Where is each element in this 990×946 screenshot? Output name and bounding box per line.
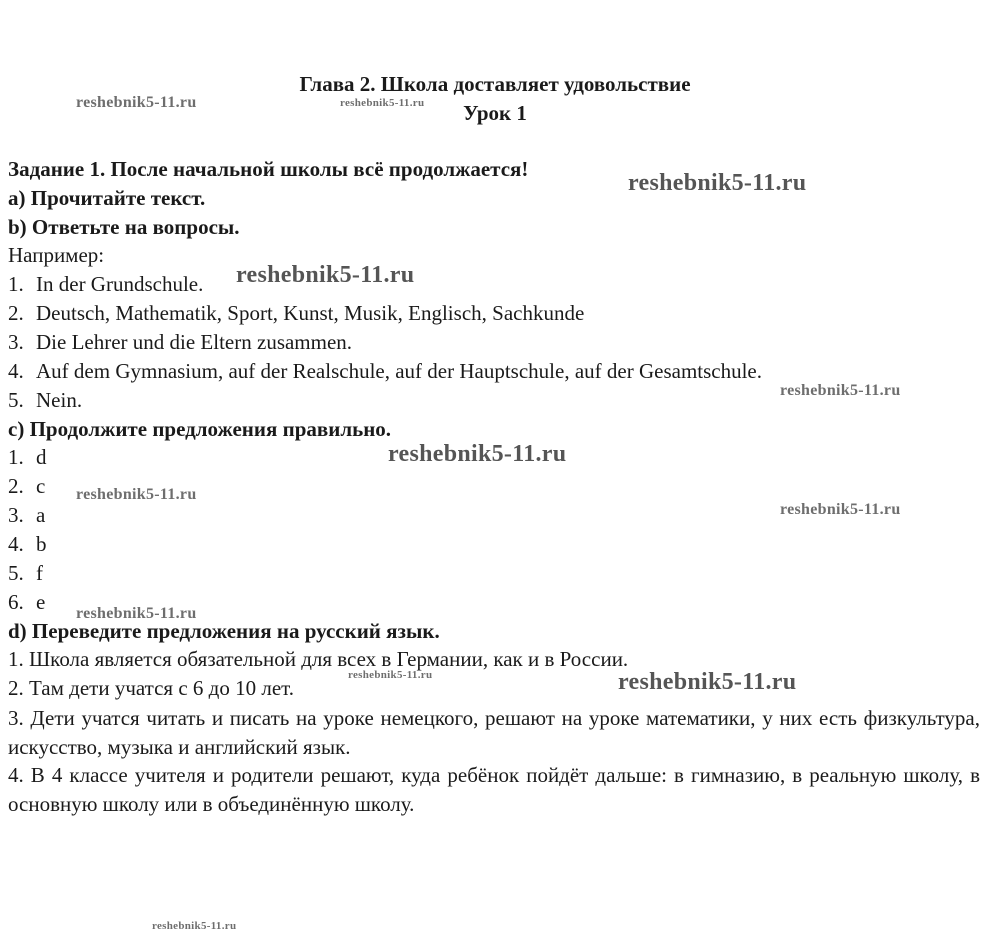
watermark: reshebnik5-11.ru [628, 170, 807, 196]
part-b-heading: b) Ответьте на вопросы. [8, 215, 240, 239]
watermark: reshebnik5-11.ru [780, 382, 901, 399]
watermark: reshebnik5-11.ru [780, 501, 901, 518]
answer-d-item: 2. Там дети учатся с 6 до 10 лет. [8, 676, 294, 700]
watermark: reshebnik5-11.ru [76, 94, 197, 111]
answer-c-item: 3. a [8, 503, 46, 527]
lesson-title: Урок 1 [463, 101, 527, 125]
answer-d-item: 4. В 4 классе учителя и родители решают, куда ребёнок пойдёт дальше: в гимназию, в реальную школу, в основную школу или в объединённую школу. [8, 763, 980, 816]
watermark: reshebnik5-11.ru [236, 262, 415, 288]
watermark: reshebnik5-11.ru [152, 920, 237, 932]
answer-b-item: 3. Die Lehrer und die Eltern zusammen. [8, 330, 353, 354]
chapter-title: Глава 2. Школа доставляет удовольствие [299, 72, 691, 96]
part-d-heading: d) Переведите предложения на русский язык. [8, 619, 440, 643]
answer-d-item: 3. Дети учатся читать и писать на уроке немецкого, решают на уроке математики, у них есть физкультура, искусство, музыка и английский язык. [8, 706, 980, 759]
answer-b-item: 5. Nein. [8, 388, 83, 412]
answer-c-item: 5. f [8, 561, 43, 585]
answer-c-item: 6. e [8, 590, 46, 614]
task-title: Задание 1. После начальной школы всё продолжается! [8, 157, 529, 181]
watermark: reshebnik5-11.ru [618, 669, 797, 695]
answer-c-item: 2. c [8, 474, 46, 498]
answer-b-item: 1. In der Grundschule. [8, 272, 204, 296]
example-label: Например: [8, 243, 105, 267]
answer-c-item: 4. b [8, 532, 47, 556]
part-c-heading: c) Продолжите предложения правильно. [8, 417, 392, 441]
answer-b-item: 4. Auf dem Gymnasium, auf der Realschule, auf der Hauptschule, auf der Gesamtschule. [8, 359, 763, 383]
watermark: reshebnik5-11.ru [340, 97, 425, 109]
watermark: reshebnik5-11.ru [76, 605, 197, 622]
part-a-heading: a) Прочитайте текст. [8, 186, 206, 210]
answer-c-item: 1. d [8, 445, 47, 469]
watermark: reshebnik5-11.ru [348, 669, 433, 681]
watermark: reshebnik5-11.ru [388, 441, 567, 467]
answer-d-item: 1. Школа является обязательной для всех в Германии, как и в России. [8, 647, 629, 671]
answer-b-item: 2. Deutsch, Mathematik, Sport, Kunst, Musik, Englisch, Sachkunde [8, 301, 585, 325]
watermark: reshebnik5-11.ru [76, 486, 197, 503]
